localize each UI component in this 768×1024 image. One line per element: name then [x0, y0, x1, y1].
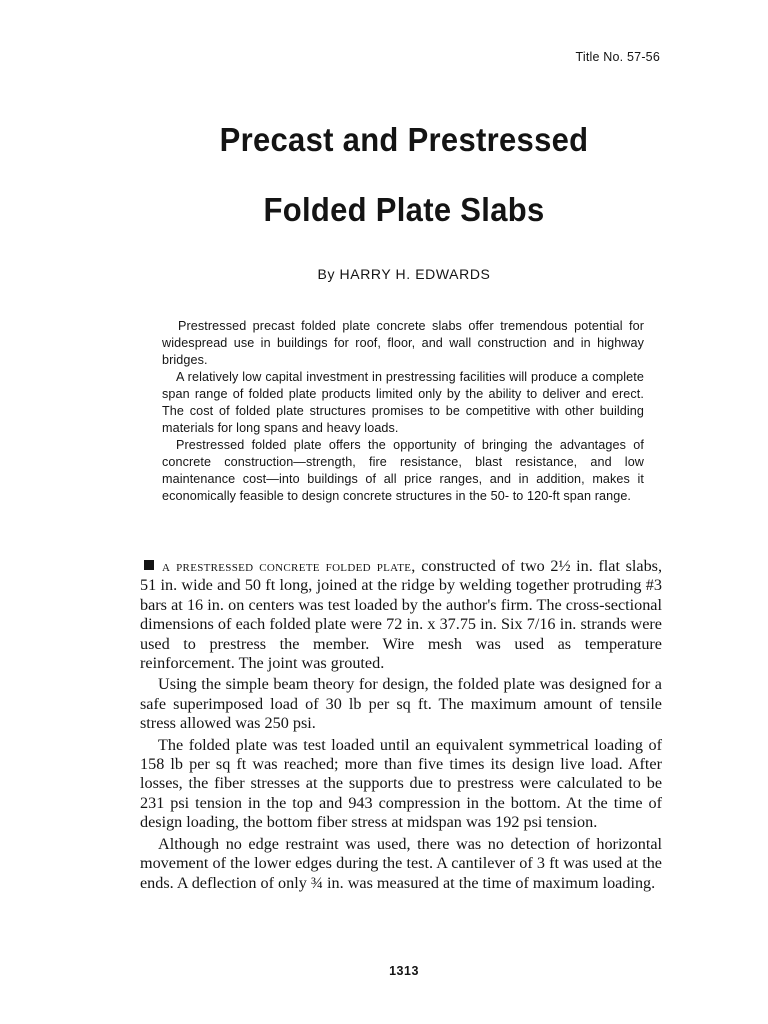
lead-paragraph — [140, 557, 662, 673]
paper-title-line-1: Precast and Prestressed — [219, 120, 589, 159]
abstract-paragraph: A relatively low capital investment in prestressing facilities will produce a complete span range of folded plate products limited only by the ability to deliver and erect. The cost of folded plate structures promises to be competitive with other building materials for long spans and heavy loads. — [162, 370, 644, 435]
title-number: Title No. 57-56 — [575, 50, 660, 64]
lead-paragraph-text: constructed of two 2½ in. flat slabs, 51 in. wide and 50 ft long, joined at the ridge by welding together protruding #3 bars at 16 in. on centers was test loaded by the author's firm. The cross-sectional dimensions of each folded plate were 72 in. x 37.75 in. Six 7/16 in. strands were used to prestress the member. Wire mesh was used as temperature reinforcement. The joint was grouted. — [140, 557, 663, 673]
section-start-square-icon — [144, 560, 154, 570]
lead-in-smallcaps: a prestressed concrete folded plate, — [162, 557, 416, 575]
author-byline: By HARRY H. EDWARDS — [317, 266, 491, 282]
abstract — [162, 318, 644, 505]
body-text — [140, 557, 662, 893]
body-paragraph: Using the simple beam theory for design, the folded plate was designed for a safe superimposed load of 30 lb per sq ft. The maximum amount of tensile stress allowed was 250 psi. — [140, 675, 662, 733]
body-paragraph: The folded plate was test loaded until an equivalent symmetrical loading of 158 lb per sq ft was reached; more than five times its design live load. After losses, the fiber stresses at the supports due to prestress were calculated to be 231 psi tension in the top and 943 compression in the bottom. At the time of design loading, the bottom fiber stress at midspan was 192 psi tension. — [140, 735, 662, 832]
body-paragraph: Although no edge restraint was used, there was no detection of horizontal movement of the lower edges during the test. A cantilever of 3 ft was used at the ends. A deflection of only ¾ in. was measured at the time of maximum loading. — [140, 834, 662, 892]
abstract-paragraph: Prestressed folded plate offers the opportunity of bringing the advantages of concrete construction—strength, fire resistance, blast resistance, and low maintenance cost—into buildings of all price ranges, and in addition, makes it economically feasible to design concrete structures in the 50- to 120-ft span range. — [162, 438, 644, 503]
abstract-paragraph: Prestressed precast folded plate concrete slabs offer tremendous potential for widespread use in buildings for roof, floor, and wall construction and in highway bridges. — [162, 319, 644, 367]
paper-title-line-2: Folded Plate Slabs — [263, 190, 545, 229]
page-number: 1313 — [389, 964, 419, 978]
